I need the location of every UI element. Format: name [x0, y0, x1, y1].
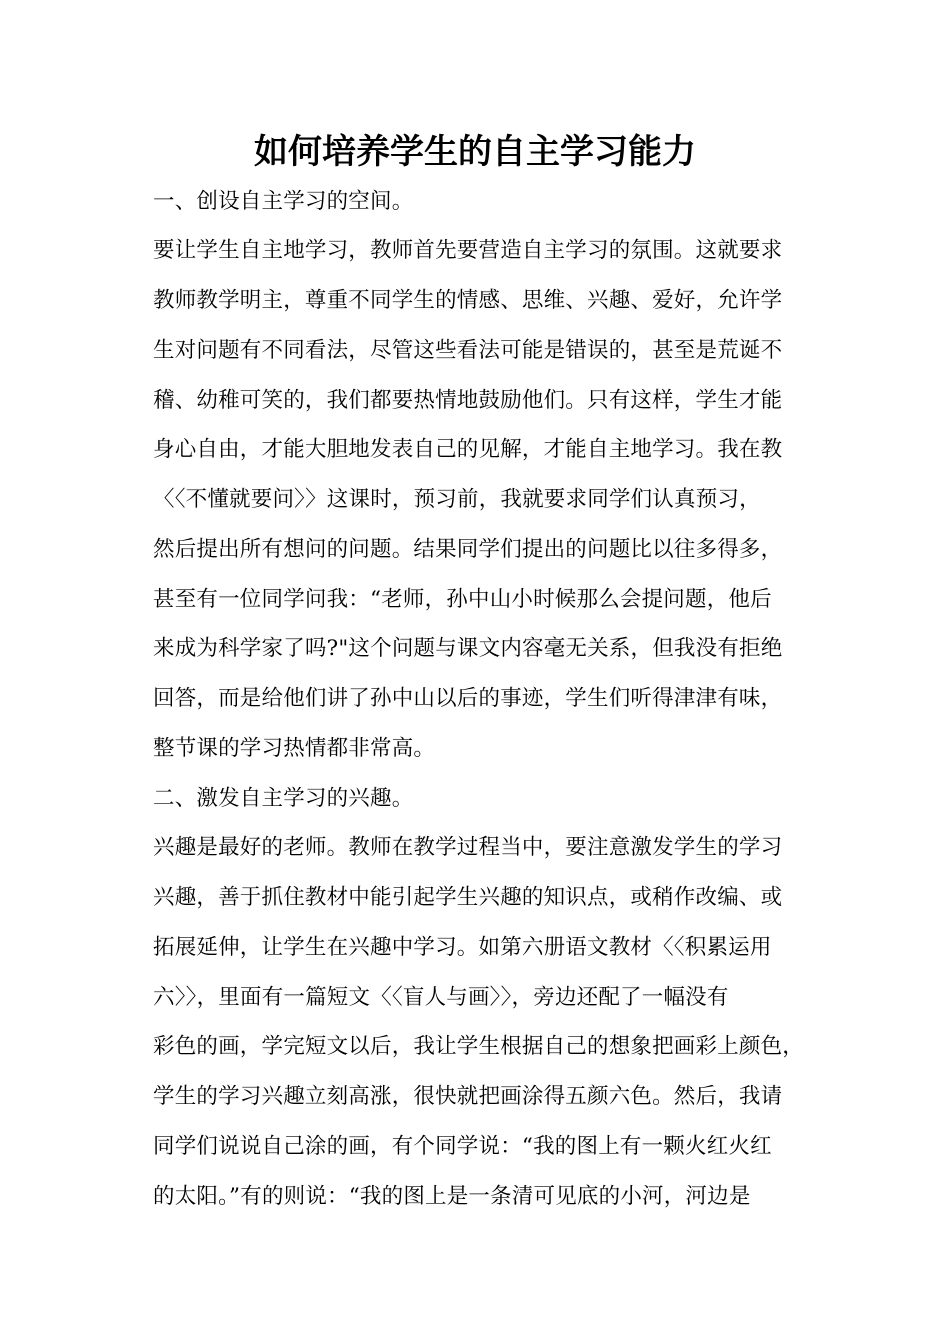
text-line: 生对问题有不同看法，尽管这些看法可能是错误的，甚至是荒诞不 [153, 338, 783, 363]
text-line: 学生的学习兴趣立刻高涨，很快就把画涂得五颜六色。然后，我请 [153, 1084, 783, 1109]
text-line: 六〉〉，里面有一篇短文〈〈盲人与画〉〉，旁边还配了一幅没有 [153, 985, 729, 1010]
text-line: 身心自由，才能大胆地发表自己的见解，才能自主地学习。我在教 [153, 437, 783, 462]
text-line: 兴趣是最好的老师。教师在教学过程当中，要注意激发学生的学习 [153, 835, 783, 860]
text-line: 整节课的学习热情都非常高。 [153, 736, 436, 761]
text-line: 〈〈不懂就要问〉〉这课时，预习前，我就要求同学们认真预习， [153, 487, 761, 512]
text-line: 甚至有一位同学问我：“老师，孙中山小时候那么会提问题，他后 [153, 587, 772, 612]
text-line: 然后提出所有想问的问题。结果同学们提出的问题比以往多得多， [153, 537, 783, 562]
text-line: 的太阳。”有的则说：“我的图上是一条清可见底的小河，河边是 [153, 1184, 751, 1209]
text-line: 拓展延伸，让学生在兴趣中学习。如第六册语文教材〈〈积累运用 [153, 935, 772, 960]
text-line: 来成为科学家了吗?"这个问题与课文内容毫无关系，但我没有拒绝 [153, 636, 783, 661]
text-line: 回答，而是给他们讲了孙中山以后的事迹，学生们听得津津有味， [153, 686, 783, 711]
document-title: 如何培养学生的自主学习能力 [254, 132, 696, 172]
text-line: 兴趣，善于抓住教材中能引起学生兴趣的知识点，或稍作改编、或 [153, 885, 783, 910]
text-line: 同学们说说自己涂的画，有个同学说：“我的图上有一颗火红火红 [153, 1134, 772, 1159]
heading-section-2: 二、激发自主学习的兴趣。 [153, 786, 414, 811]
text-line: 教师教学明主，尊重不同学生的情感、思维、兴趣、爱好，允许学 [153, 288, 783, 313]
text-line: 要让学生自主地学习，教师首先要营造自主学习的氛围。这就要求 [153, 238, 783, 263]
heading-section-1: 一、创设自主学习的空间。 [153, 189, 414, 214]
text-line: 彩色的画，学完短文以后，我让学生根据自己的想象把画彩上颜色， [153, 1034, 805, 1059]
text-line: 稽、幼稚可笑的，我们都要热情地鼓励他们。只有这样，学生才能 [153, 388, 783, 413]
